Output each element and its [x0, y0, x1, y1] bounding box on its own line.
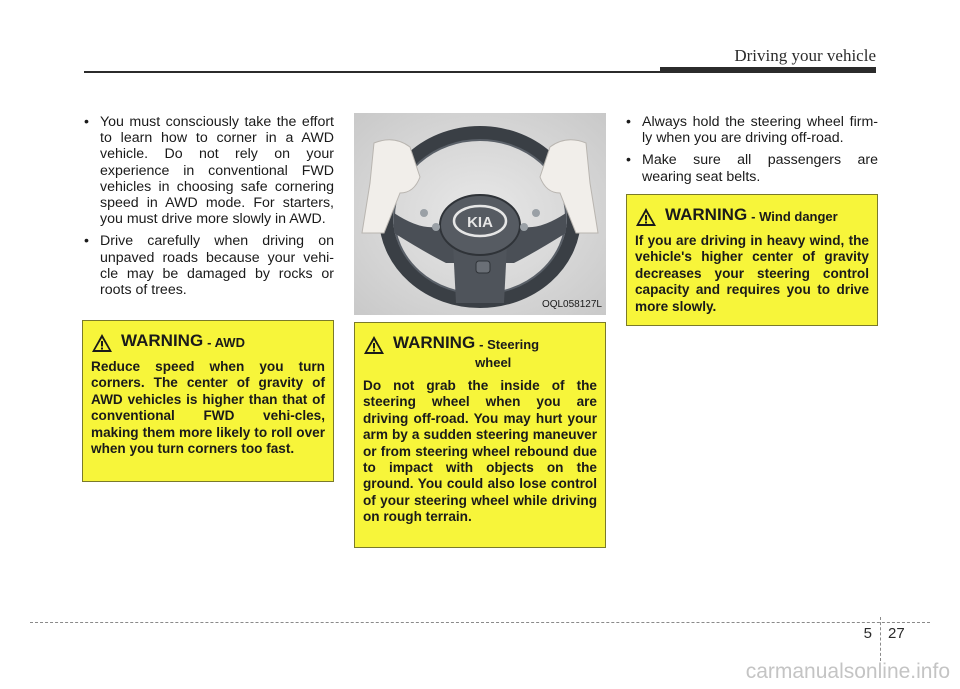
warning-subtitle: - Steering wheel — [475, 337, 540, 370]
header-rule-thin — [84, 71, 664, 73]
warning-body: If you are driving in heavy wind, the vehicle's higher center of gravity decreases your steering control capacity and requires you to drive more slowly. — [635, 233, 869, 314]
warning-triangle-icon — [363, 335, 385, 355]
watermark: carmanualsonline.info — [745, 660, 950, 683]
bullet-item: • You must consciously take the effort to learn how to corner in a AWD vehicle. Do not rely on your experience in conventional FWD vehicles in choosing safe cornering speed in AWD mode. For starters, you must drive more slowly in AWD. — [84, 114, 334, 227]
bullet-item: • Always hold the steering wheel firm-ly when you are driving off-road. — [626, 114, 878, 146]
warning-subtitle: - AWD — [207, 335, 245, 350]
header-rule-thick — [660, 67, 876, 73]
warning-box-wind-danger — [626, 194, 878, 326]
page-header-title: Driving your vehicle — [734, 46, 876, 65]
page-number-separator — [880, 617, 881, 661]
chapter-number: 5 — [863, 625, 872, 642]
warning-title: WARNING — [665, 205, 748, 224]
page-number: 27 — [888, 625, 905, 642]
kia-logo-text: KIA — [467, 214, 493, 231]
warning-box-awd — [82, 320, 334, 482]
warning-triangle-icon — [91, 333, 113, 353]
bullet-item: • Make sure all passengers are wearing seat belts. — [626, 152, 878, 184]
warning-triangle-icon — [635, 207, 657, 227]
bullet-item: • Drive carefully when driving on unpaved roads because your vehi-cle may be damaged by rocks or roots of trees. — [84, 233, 334, 298]
warning-title: WARNING — [393, 333, 476, 352]
warning-box-steering-wheel — [354, 322, 606, 548]
warning-body: Do not grab the inside of the steering wheel when you are driving off-road. You may hurt your arm by a sudden steering maneuver or from steering wheel rebound due to impact with objects on the ground. You could also lose control of your steering wheel while driving on rough terrain. — [363, 378, 597, 525]
warning-title: WARNING — [121, 331, 204, 350]
warning-body: Reduce speed when you turn corners. The center of gravity of AWD vehicles is higher than that of conventional FWD vehi-cles, making them more likely to roll over when you turn corners too fast. — [91, 359, 325, 457]
left-bullet-list — [84, 114, 334, 304]
figure-caption: OQL058127L — [541, 299, 602, 310]
steering-wheel-figure — [354, 113, 606, 315]
footer-rule — [30, 622, 930, 623]
right-bullet-list — [626, 114, 878, 191]
warning-subtitle: - Wind danger — [751, 209, 838, 224]
steering-wheel-illustration — [354, 113, 606, 315]
